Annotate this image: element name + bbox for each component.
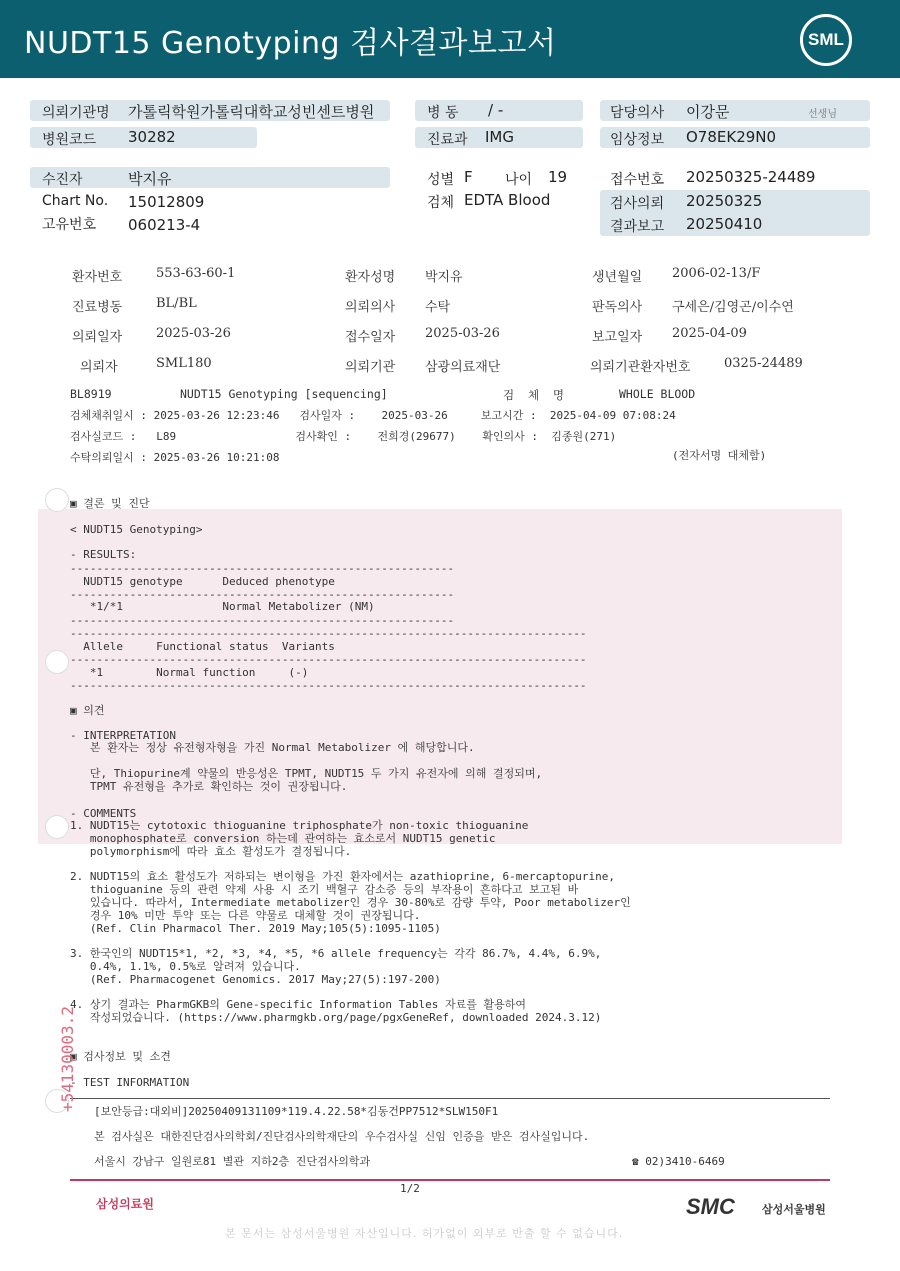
report-date-label: 결과보고 bbox=[610, 219, 665, 235]
receipt-value: 20250325-24489 bbox=[686, 168, 816, 186]
commission-line: 수탁의뢰일시 : 2025-03-26 10:21:08 bbox=[70, 451, 280, 464]
clinical-value: O78EK29N0 bbox=[686, 128, 777, 146]
age-value: 19 bbox=[548, 168, 568, 186]
scan-label: 환자성명 bbox=[345, 270, 396, 285]
scan-value: 박지유 bbox=[425, 270, 463, 285]
scan-label: 의뢰일자 bbox=[72, 330, 123, 345]
doctor-label: 담당의사 bbox=[610, 105, 665, 121]
scan-value: 553-63-60-1 bbox=[156, 266, 236, 281]
patient-label: 수진자 bbox=[42, 172, 83, 188]
scan-label: 생년월일 bbox=[592, 270, 643, 285]
comment-text: (Ref. Pharmacogenet Genomics. 2017 May;27(5):197-200) bbox=[70, 973, 441, 986]
right-brand: 삼성서울병원 bbox=[762, 1203, 826, 1216]
comment-text: (Ref. Clin Pharmacol Ther. 2019 May;105(5):1095-1105) bbox=[70, 922, 441, 935]
comment-text: thioguanine 등의 관련 약제 사용 시 조기 백혈구 감소증 등의 부작용이 흔하다고 보고된 바 bbox=[70, 883, 579, 896]
comment-text: 4. 상기 결과는 PharmGKB의 Gene-specific Information Tables 자료를 활용하여 bbox=[70, 998, 527, 1011]
scan-label: 진료병동 bbox=[72, 300, 123, 315]
esign-note: (전자서명 대체함) bbox=[672, 449, 767, 462]
lab-code-line: 검사실코드 : L89 검사확인 : 전희경(29677) 확인의사 : 김종원(271) bbox=[70, 430, 617, 443]
scan-value: 구세은/김영곤/이수연 bbox=[672, 300, 794, 315]
patient-value: 박지유 bbox=[128, 170, 172, 188]
report-date-value: 20250410 bbox=[686, 215, 763, 233]
scan-label: 의뢰기관환자번호 bbox=[590, 360, 691, 375]
interpretation-heading: - INTERPRETATION bbox=[70, 729, 176, 742]
comment-text: 있습니다. 따라서, Intermediate metabolizer인 경우 30-80%로 감량 투약, Poor metabolizer인 bbox=[70, 896, 631, 909]
collection-line: 검체채취일시 : 2025-03-26 12:23:46 검사일자 : 2025-03-26 보고시간 : 2025-04-09 07:08:24 bbox=[70, 409, 676, 422]
scan-label: 판독의사 bbox=[592, 300, 643, 315]
smc-logo: SMC bbox=[686, 1194, 735, 1219]
punch-hole bbox=[45, 488, 69, 512]
sml-logo: SML bbox=[800, 14, 852, 66]
comment-text: 2. NUDT15의 효소 활성도가 저하되는 변이형을 가진 환자에서는 azathioprine, 6-mercaptopurine, bbox=[70, 870, 616, 883]
footer-notice: 본 문서는 삼성서울병원 자산입니다. 허가없이 외부로 반출 할 수 없습니다. bbox=[225, 1227, 624, 1240]
specimen-name: WHOLE BLOOD bbox=[619, 387, 696, 401]
divider: ---------------------------------------------------------- bbox=[70, 562, 455, 575]
phone-text: ☎ 02)3410-6469 bbox=[632, 1155, 725, 1168]
security-line: [보안등급:대외비]20250409131109*119.4.22.58*김동건PP7512*SLW150F1 bbox=[94, 1105, 499, 1118]
scan-label: 환자번호 bbox=[72, 270, 123, 285]
scan-label: 접수일자 bbox=[345, 330, 396, 345]
divider: ------------------------------------------------------------------------------ bbox=[70, 679, 587, 692]
clinical-label: 임상정보 bbox=[610, 132, 665, 148]
scan-label: 의뢰의사 bbox=[345, 300, 396, 315]
punch-hole bbox=[45, 815, 69, 839]
comment-text: 작성되었습니다. (https://www.pharmgkb.org/page/pgxGeneRef, downloaded 2024.3.12) bbox=[70, 1011, 602, 1024]
receipt-label: 접수번호 bbox=[610, 172, 665, 188]
doctor-suffix: 선생님 bbox=[808, 109, 837, 120]
sex-value: F bbox=[464, 168, 473, 186]
test-code: BL8919 bbox=[70, 387, 112, 401]
scan-value: 0325-24489 bbox=[724, 356, 803, 371]
interpretation-text: 본 환자는 정상 유전형자형을 가진 Normal Metabolizer 에 해당합니다. bbox=[70, 741, 475, 754]
address-text: 서울시 강남구 일원로81 별관 지하2층 진단검사의학과 bbox=[94, 1155, 371, 1168]
section-opinion: ▣ 의견 bbox=[70, 704, 105, 717]
ward-label: 병 동 bbox=[427, 105, 459, 121]
genotype-row: *1/*1 Normal Metabolizer (NM) bbox=[70, 600, 375, 613]
uid-label: 고유번호 bbox=[42, 217, 97, 233]
comments-heading: - COMMENTS bbox=[70, 807, 137, 820]
scan-label: 보고일자 bbox=[592, 330, 643, 345]
specimen-name-label: 검 체 명 bbox=[503, 388, 565, 402]
page-number: 1/2 bbox=[400, 1182, 420, 1195]
comment-text: 0.4%, 1.1%, 0.5%로 알려져 있습니다. bbox=[70, 960, 301, 973]
comment-text: 3. 한국인의 NUDT15*1, *2, *3, *4, *5, *6 allele frequency는 각각 86.7%, 4.4%, 6.9%, bbox=[70, 947, 602, 960]
scan-value: SML180 bbox=[156, 356, 212, 371]
uid-value: 060213-4 bbox=[128, 216, 201, 234]
report-title: NUDT15 Genotyping 검사결과보고서 bbox=[24, 26, 557, 61]
divider: ---------------------------------------------------------- bbox=[70, 614, 455, 627]
interpretation-text: TPMT 유전형을 추가로 확인하는 것이 권장됩니다. bbox=[70, 780, 348, 793]
institution-label: 의뢰기관명 bbox=[42, 105, 110, 121]
institution-value: 가톨릭학원가톨릭대학교성빈센트병원 bbox=[128, 103, 375, 121]
punch-hole bbox=[45, 650, 69, 674]
vertical-code: +54130003.2 bbox=[58, 1006, 77, 1112]
scan-value: 삼광의료재단 bbox=[425, 360, 501, 375]
hospital-code-value: 30282 bbox=[128, 128, 176, 146]
patient-bar bbox=[30, 167, 390, 188]
doctor-value: 이강문 bbox=[686, 103, 730, 121]
genotype-header: NUDT15 genotype Deduced phenotype bbox=[70, 575, 335, 588]
left-brand: 삼성의료원 bbox=[96, 1197, 154, 1211]
request-label: 검사의뢰 bbox=[610, 196, 665, 212]
interpretation-text: 단, Thiopurine계 약물의 반응성은 TPMT, NUDT15 두 가지 유전자에 의해 결정되며, bbox=[70, 767, 543, 780]
divider-line bbox=[70, 1098, 830, 1099]
test-info-heading: - TEST INFORMATION bbox=[70, 1076, 190, 1089]
scan-value: 2006-02-13/F bbox=[672, 266, 761, 281]
footer-line bbox=[70, 1179, 830, 1181]
comment-text: polymorphism에 따라 효소 활성도가 결정됩니다. bbox=[70, 845, 352, 858]
chart-value: 15012809 bbox=[128, 193, 205, 211]
dept-value: IMG bbox=[485, 128, 514, 146]
scan-value: 2025-03-26 bbox=[156, 326, 231, 341]
sex-label: 성별 bbox=[427, 172, 455, 188]
results-heading: - RESULTS: bbox=[70, 548, 137, 561]
comment-text: monophosphate로 conversion 하는데 관여하는 효소로서 NUDT15 genetic bbox=[70, 832, 496, 845]
comment-text: 경우 10% 미만 투약 또는 다른 약물로 대체할 것이 권장됩니다. bbox=[70, 909, 421, 922]
age-label: 나이 bbox=[505, 172, 533, 188]
allele-header: Allele Functional status Variants bbox=[70, 640, 335, 653]
test-title: < NUDT15 Genotyping> bbox=[70, 523, 203, 536]
certification-text: 본 검사실은 대한진단검사의학회/진단검사의학재단의 우수검사실 신임 인증을 받은 검사실입니다. bbox=[94, 1130, 590, 1143]
allele-row: *1 Normal function (-) bbox=[70, 666, 309, 679]
request-value: 20250325 bbox=[686, 192, 763, 210]
divider: ---------------------------------------------------------- bbox=[70, 588, 455, 601]
section-test-info: ▣ 검사정보 및 소견 bbox=[70, 1050, 171, 1063]
chart-label: Chart No. bbox=[42, 193, 109, 209]
scan-value: 2025-03-26 bbox=[425, 326, 500, 341]
comment-text: 1. NUDT15는 cytotoxic thioguanine triphosphate가 non-toxic thioguanine bbox=[70, 819, 529, 832]
specimen-value: EDTA Blood bbox=[464, 191, 551, 209]
scan-value: 수탁 bbox=[425, 300, 451, 315]
specimen-label: 검체 bbox=[427, 195, 455, 211]
divider: ------------------------------------------------------------------------------ bbox=[70, 653, 587, 666]
hospital-code-label: 병원코드 bbox=[42, 132, 97, 148]
scan-label: 의뢰기관 bbox=[345, 360, 396, 375]
scan-value: BL/BL bbox=[156, 296, 197, 311]
scan-value: 2025-04-09 bbox=[672, 326, 747, 341]
test-name: NUDT15 Genotyping [sequencing] bbox=[180, 387, 388, 401]
ward-value: / - bbox=[488, 101, 504, 119]
section-conclusion: ▣ 결론 및 진단 bbox=[70, 497, 150, 510]
dept-label: 진료과 bbox=[427, 132, 468, 148]
scan-label: 의뢰자 bbox=[80, 360, 118, 375]
divider: ------------------------------------------------------------------------------ bbox=[70, 627, 587, 640]
